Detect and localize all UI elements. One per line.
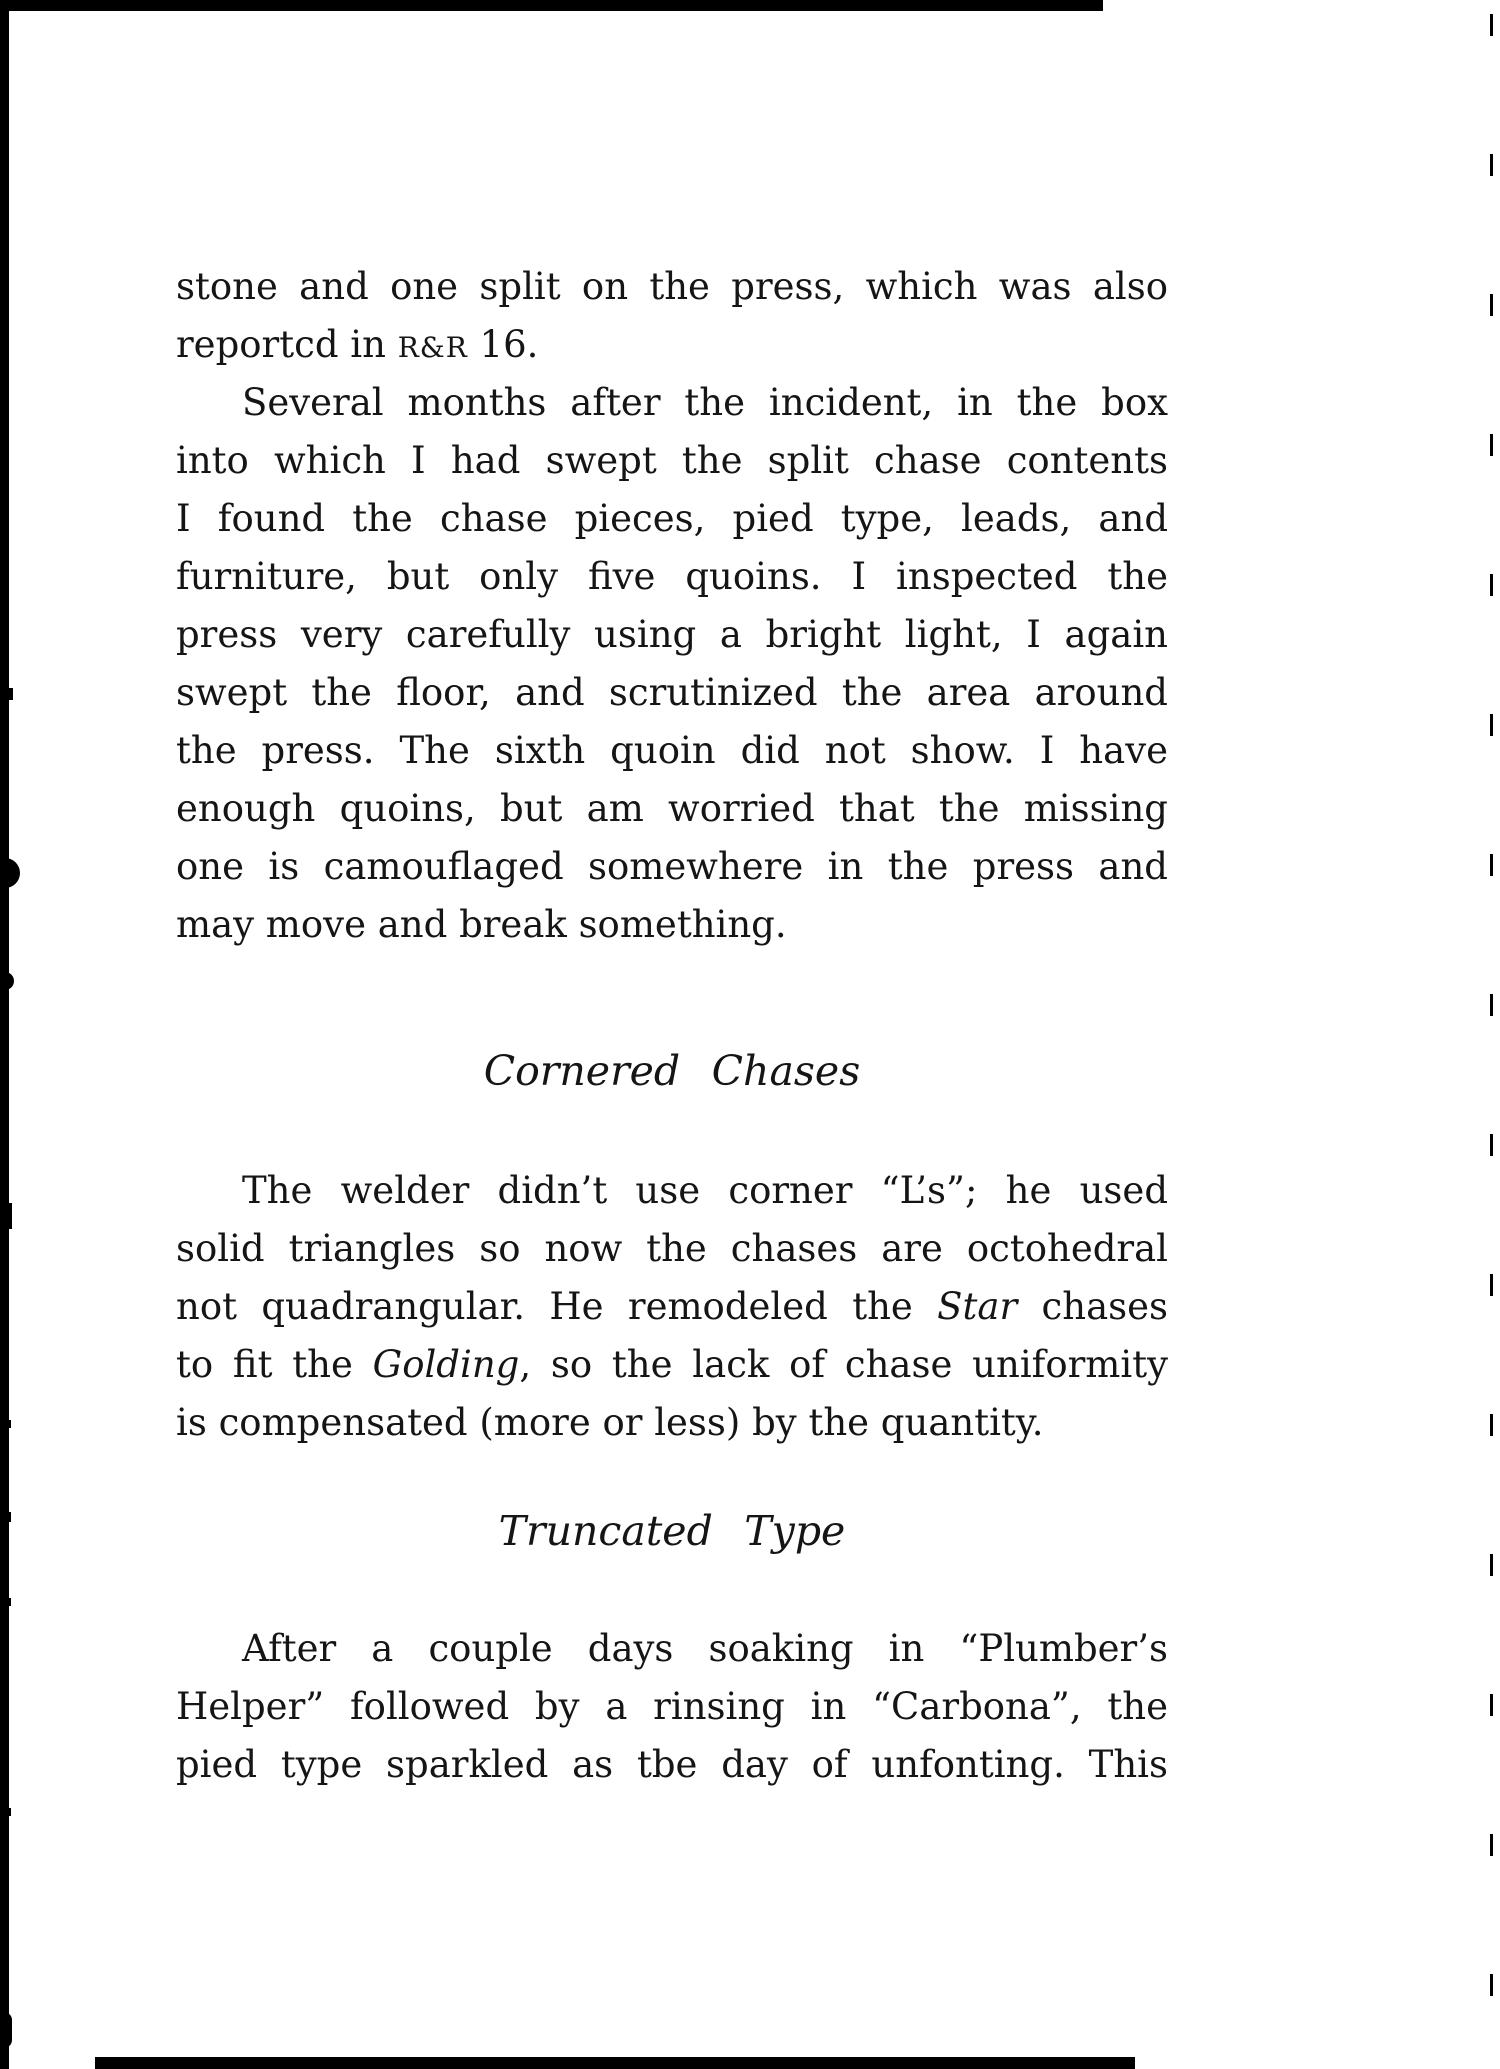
section-heading-truncated-type: Truncated Type (498, 1507, 846, 1555)
scan-ink-blob (0, 1420, 11, 1428)
text-line: one is camouflaged somewhere in the press and (176, 845, 1168, 888)
text-run: not quadrangular. He remodeled the (176, 1285, 938, 1328)
text-run: 16. (467, 323, 539, 366)
scan-ink-blob (0, 2012, 12, 2048)
text-line: may move and break something. (176, 903, 787, 946)
text-line: press very carefully using a bright light, I again (176, 613, 1168, 656)
text-line: enough quoins, but am worried that the missing (176, 787, 1168, 830)
text-line: stone and one split on the press, which was also (176, 265, 1168, 308)
scan-ink-blob (0, 1598, 11, 1606)
small-caps-journal-abbr: R&R (397, 331, 468, 364)
text-line: swept the floor, and scrutinized the area around (176, 671, 1168, 714)
text-line: furniture, but only five quoins. I inspected the (176, 555, 1168, 598)
scan-ink-blob (0, 1512, 11, 1522)
text-run: , so the lack of chase uniformity (519, 1343, 1168, 1386)
text-line: solid triangles so now the chases are octohedral (176, 1227, 1168, 1270)
text-line: Several months after the incident, in the box (242, 381, 1168, 424)
text-line: Helper” followed by a rinsing in “Carbona”, the (176, 1685, 1168, 1728)
text-run: reportcd in (176, 323, 398, 366)
text-line (176, 1278, 1168, 1336)
scan-ink-blob (0, 1808, 11, 1816)
text-run: chases (1017, 1285, 1168, 1328)
text-line: After a couple days soaking in “Plumber’s (242, 1627, 1168, 1670)
italic-press-name: Star (937, 1285, 1018, 1328)
section-heading-cornered-chases: Cornered Chases (483, 1047, 861, 1095)
scan-edge-top-bar (0, 0, 1103, 11)
scan-edge-left-bar (0, 0, 9, 2069)
scan-ink-blob (0, 688, 13, 700)
text-line: is compensated (more or less) by the quantity. (176, 1401, 1044, 1444)
text-line (176, 316, 1168, 374)
text-run: to fit the (176, 1343, 373, 1386)
scan-edge-bottom-bar (95, 2057, 1135, 2069)
body-text-block-2 (176, 1162, 1168, 1452)
text-line (176, 1336, 1168, 1394)
italic-press-name: Golding (372, 1343, 520, 1386)
body-text-block-3 (176, 1620, 1168, 1794)
text-line: The welder didn’t use corner “L’s”; he used (242, 1169, 1168, 1212)
scan-edge-right-dashes (1490, 14, 1493, 2054)
scan-ink-blob (0, 972, 14, 990)
body-text-block-1 (176, 258, 1168, 954)
text-line: into which I had swept the split chase contents (176, 439, 1168, 482)
scan-ink-blob (0, 1203, 12, 1229)
text-line: the press. The sixth quoin did not show. I have (176, 729, 1168, 772)
scan-ink-blob (0, 858, 20, 888)
text-line: I found the chase pieces, pied type, leads, and (176, 497, 1168, 540)
text-line: pied type sparkled as tbe day of unfonting. This (176, 1743, 1168, 1786)
